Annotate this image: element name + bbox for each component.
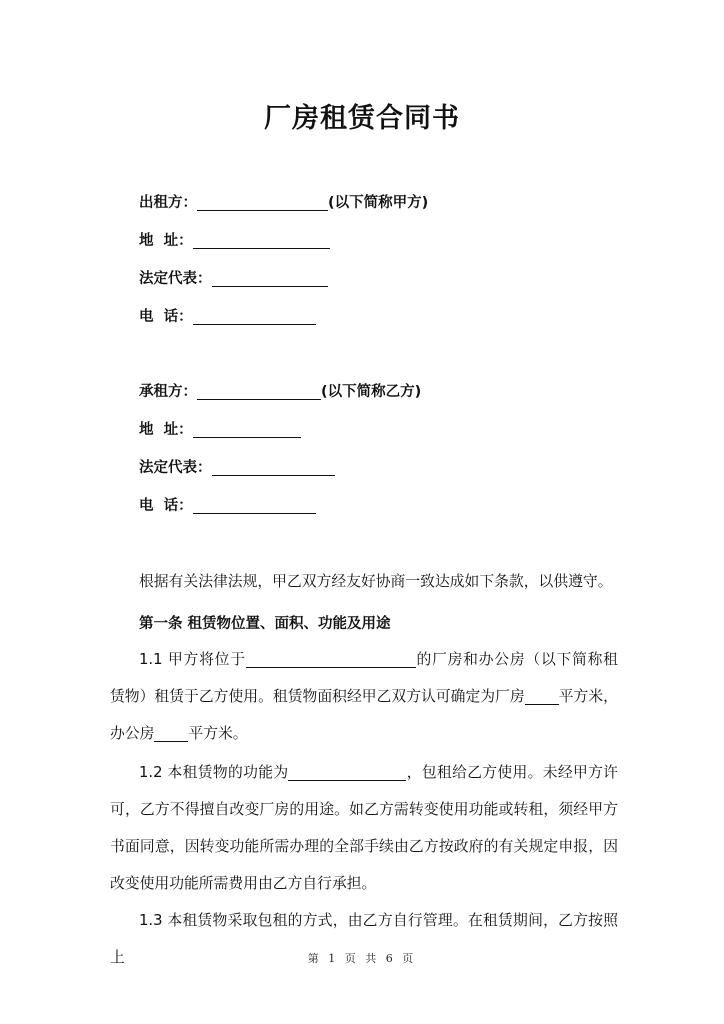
office-area-blank — [154, 725, 188, 742]
intro-text: 根据有关法律法规，甲乙双方经友好协商一致达成如下条款，以供遵守。 — [139, 573, 613, 590]
clause-1-2-part-b: ，包租给乙方使用。未经甲方许可，乙方不得擅自改变厂房的用途。如乙方需转变使用功能或转租，须经甲方书面同意，因转变功能所需办理的全部手续由乙方按政府的有关规定申报，因改变使用功能所需费用由乙方自行承担。 — [110, 764, 618, 892]
lessee-name-blank — [197, 383, 321, 400]
lessee-address-label: 地 址： — [139, 422, 193, 438]
lessor-address-field — [139, 231, 330, 251]
clause-1-1-part-c: 平方米，办公房 — [110, 688, 618, 742]
intro-paragraph — [110, 563, 618, 600]
lessor-name-blank — [197, 194, 328, 211]
lessee-party-field — [139, 382, 421, 402]
clause-1-1 — [110, 641, 618, 752]
lessee-party-suffix: (以下简称乙方) — [321, 384, 422, 400]
clause-1-2-part-a: 1.2 本租赁物的功能为 — [139, 764, 289, 781]
clause-1-1-part-b: 的厂房和办公房（以下简称租赁物）租赁于乙方使用。租赁物面积经甲乙双方认可确定为厂房 — [110, 651, 618, 705]
lessee-rep-label: 法定代表： — [139, 460, 212, 476]
lessor-address-blank — [193, 232, 330, 249]
lessee-address-blank — [193, 421, 301, 438]
page-footer: 第 1 页 共 6 页 — [307, 952, 417, 965]
lessee-address-field — [139, 420, 301, 440]
lessor-rep-label: 法定代表： — [139, 271, 212, 287]
document-title: 厂房租赁合同书 — [264, 103, 460, 134]
lessee-rep-field — [139, 458, 335, 478]
function-blank — [288, 764, 406, 781]
lessor-address-label: 地 址： — [139, 233, 193, 249]
location-blank — [246, 651, 416, 668]
lessor-party-field — [139, 193, 428, 213]
lessee-party-label: 承租方： — [139, 384, 197, 400]
article-1-heading: 第一条 租赁物位置、面积、功能及用途 — [139, 616, 391, 632]
factory-area-blank — [525, 688, 559, 705]
lessee-phone-blank — [193, 497, 316, 514]
clause-1-3-text: 1.3 本租赁物采取包租的方式，由乙方自行管理。在租赁期间，乙方按照上 — [110, 912, 618, 966]
lessee-phone-field — [139, 496, 316, 516]
clause-1-1-part-a: 1.1 甲方将位于 — [139, 651, 246, 668]
lessor-rep-blank — [212, 270, 328, 287]
lessor-party-suffix: (以下简称甲方) — [328, 195, 429, 211]
lessee-rep-blank — [212, 459, 335, 476]
lessee-phone-label: 电 话： — [139, 498, 193, 514]
lessor-party-label: 出租方： — [139, 195, 197, 211]
clause-1-2 — [110, 754, 618, 902]
clause-1-1-part-d: 平方米。 — [188, 725, 248, 742]
lessor-phone-label: 电 话： — [139, 309, 193, 325]
lessor-rep-field — [139, 269, 328, 289]
lessor-phone-blank — [193, 308, 316, 325]
lessor-phone-field — [139, 307, 316, 327]
